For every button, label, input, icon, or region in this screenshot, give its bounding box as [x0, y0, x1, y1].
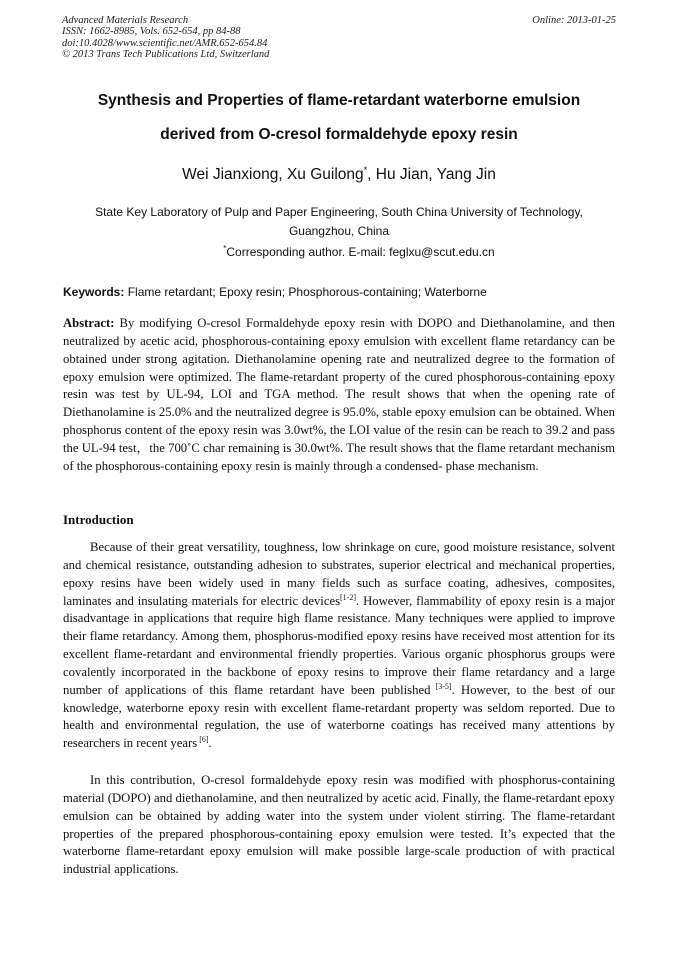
journal-name: Advanced Materials Research — [62, 15, 189, 26]
online-date: Online: 2013-01-25 — [532, 15, 616, 26]
keywords-text: Flame retardant; Epoxy resin; Phosphorous-containing; Waterborne — [124, 285, 487, 299]
intro-p1-part-b: . However, flammability of epoxy resin is a major disadvantage in applications that require high flame resistance. Many techniques were applied to improve their flame retardancy. Among them, phosphorus-modified epoxy resins have received most attention for its excellent flame-retardant and environmental friendly properties. Various organic phosphorus groups were covalently incorporated in the backbone of epoxy resins to improve their flame retardancy and a large number of applications of this flame retardant have been published — [63, 593, 615, 697]
abstract — [63, 315, 615, 476]
paper-title-line-1: Synthesis and Properties of flame-retardant waterborne emulsion — [97, 92, 581, 109]
intro-p1-part-c: . However, to the best of our knowledge, waterborne epoxy resin with excellent flame-retardant property was seldom reported. Due to health and environmental regulation, the use of waterborne coatings has received many attentions by researchers in recent years — [63, 682, 616, 751]
keywords — [63, 285, 623, 299]
journal-copyright: © 2013 Trans Tech Publications Ltd, Switzerland — [62, 49, 270, 61]
paper-title-line-2: derived from O-cresol formaldehyde epoxy resin — [160, 126, 518, 143]
corresponding-author — [60, 245, 658, 259]
citation-1-2: [1-2] — [340, 592, 357, 602]
intro-p1-part-d: . — [208, 736, 212, 751]
corresponding-author-text: Corresponding author. E-mail: feglxu@scut.edu.cn — [226, 245, 495, 259]
journal-issn: ISSN: 1662-8985, Vols. 652-654, pp 84-88 — [62, 26, 241, 38]
abstract-label: Abstract: — [63, 316, 115, 330]
affiliation-line-1: State Key Laboratory of Pulp and Paper Engineering, South China University of Technology, — [95, 205, 583, 219]
authors-after: , Hu Jian, Yang Jin — [367, 166, 496, 183]
citation-3-5: [3-5] — [430, 681, 452, 691]
journal-doi: doi:10.4028/www.scientific.net/AMR.652-654.84 — [62, 37, 268, 49]
section-heading-introduction: Introduction — [63, 512, 134, 527]
citation-6: [6] — [197, 735, 209, 745]
introduction-paragraph-2: In this contribution, O-cresol formaldehyde epoxy resin was modified with phosphorus-containing material (DOPO) and diethanolamine, and then neutralized by acetic acid. Finally, the flame-retardant epoxy emulsion can be obtained by adding water into the system under violent stirring. The flame-retardant properties of the prepared phosphorous-containing epoxy emulsion were tested. It’s expected that the waterborne flame-retardant epoxy emulsion will make possible large-scale production of with practical industrial applications. — [63, 773, 615, 877]
keywords-label: Keywords: — [63, 285, 125, 299]
journal-header — [62, 15, 269, 61]
affiliation-line-2: Guangzhou, China — [288, 224, 390, 238]
author-list — [40, 166, 638, 184]
authors-before: Wei Jianxiong, Xu Guilong — [182, 166, 364, 183]
corresponding-mark: * — [363, 164, 368, 175]
intro-p1-part-a: Because of their great versatility, toughness, low shrinkage on cure, good moisture resistance, solvent and chemical resistance, outstanding adhesion to substrates, superior electrical and mechanical properties, epoxy resins have been widely used in many fields such as surface coating, adhesives, composites, laminates and insulating materials for electric devices — [63, 540, 615, 608]
abstract-text: By modifying O-cresol Formaldehyde epoxy resin with DOPO and Diethanolamine, and then neutralized by acetic acid, phosphorous-containing epoxy emulsion with excellent flame retardancy can be obtained under strong agitation. Diethanolamine opening rate and neutralized degree to the formation of epoxy emulsion were optimized. The flame-retardant property of the cured phosphorous-containing epoxy resin was test by UL-94, LOI and TGA method. The result shows that when the opening rate of Diethanolamine is 25.0% and the neutralized degree is 95.0%, stable epoxy emulsion can be obtained. When phosphorus content of the epoxy resin was 3.0wt%, the LOI value of the resin can be reach to 39.2 and pass the UL-94 test，the 700˚C char remaining is 30.0wt%. The result shows that the flame retardant mechanism of the phosphorous-containing epoxy resin is mainly through a condensed- phase mechanism. — [63, 316, 615, 473]
introduction-paragraph-1 — [63, 539, 615, 753]
corresponding-author-mark: * — [223, 244, 227, 253]
